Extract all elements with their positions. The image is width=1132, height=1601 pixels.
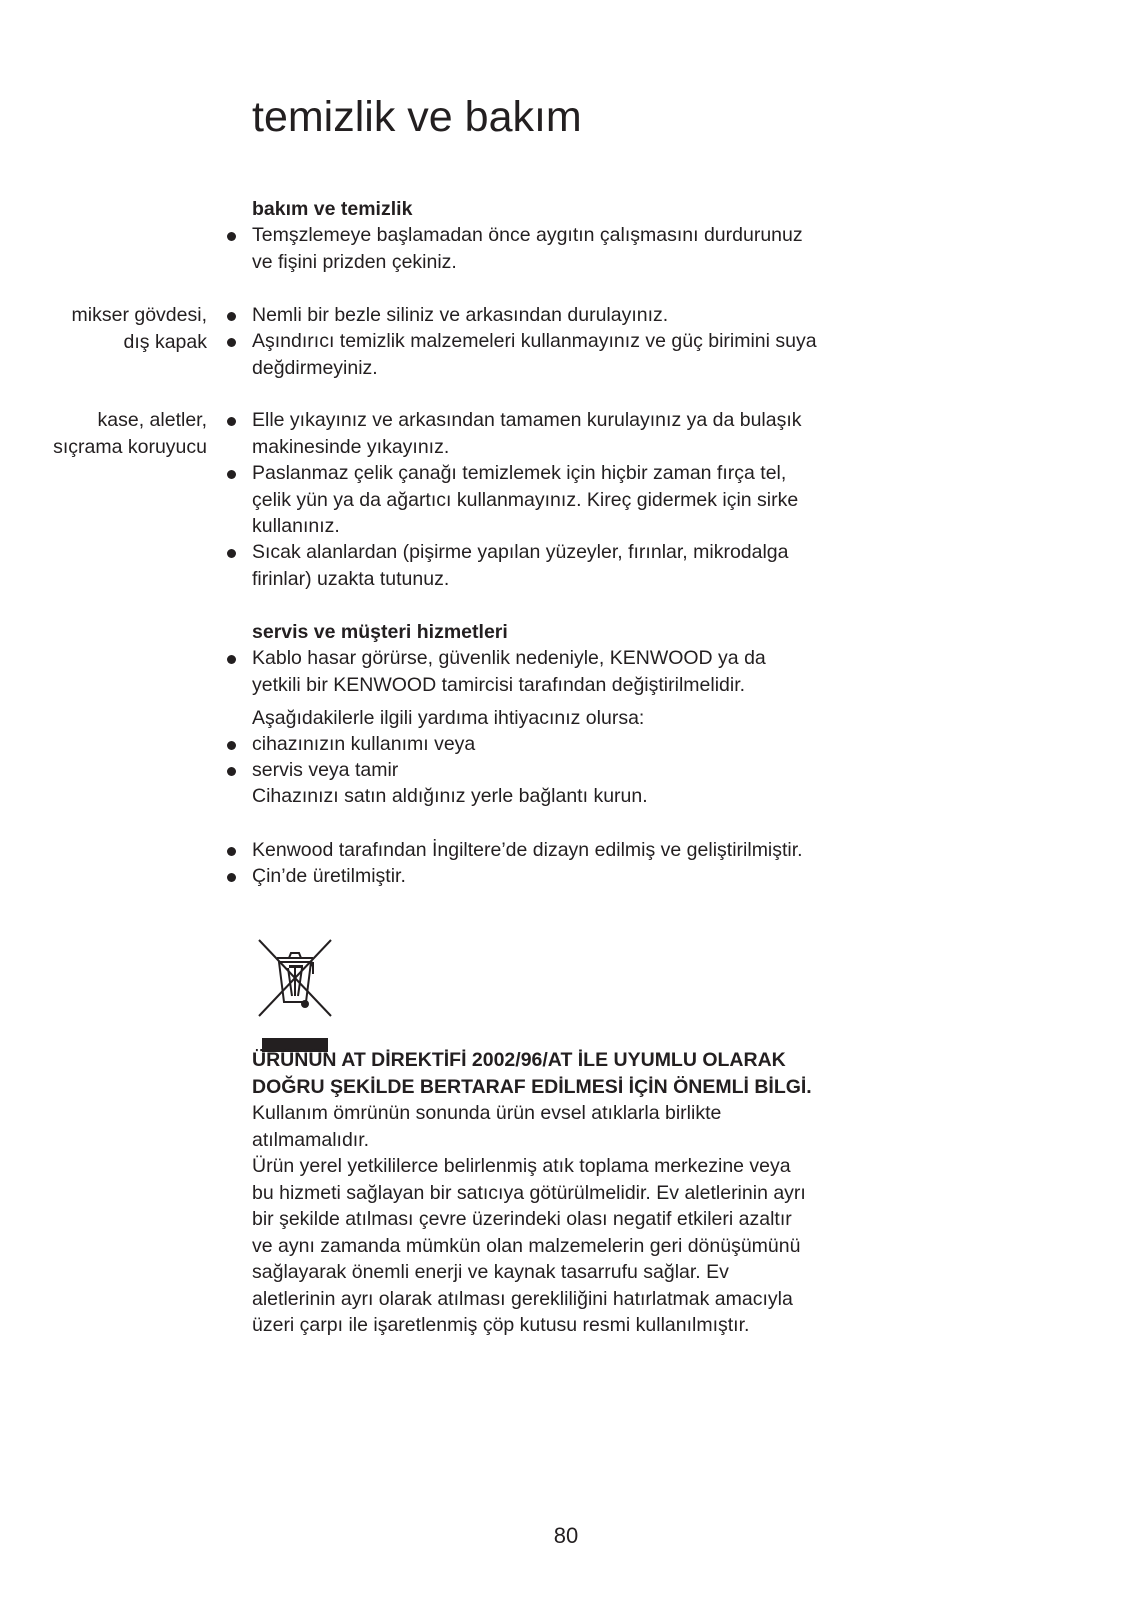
- list-item: Kablo hasar görürse, güvenlik nedeniyle, KENWOOD ya da yetkili bir KENWOOD tamircisi tarafından değiştirilmelidir.: [252, 645, 892, 698]
- contact-text: Cihazınızı satın aldığınız yerle bağlantı kurun.: [252, 785, 648, 807]
- bullet-icon: [227, 741, 236, 750]
- bullet-icon: [227, 767, 236, 776]
- bullet-icon: [227, 470, 236, 479]
- page-number: 80: [553, 1523, 579, 1548]
- bullet-icon: [227, 338, 236, 347]
- weee-paragraph: Kullanım ömrünün sonunda ürün evsel atıklarla birlikte atılmamalıdır.: [252, 1102, 722, 1151]
- list-item: Temşzlemeye başlamadan önce aygıtın çalışmasını durdurunuz ve fişini prizden çekiniz.: [252, 222, 892, 275]
- help-intro: Aşağıdakilerle ilgili yardıma ihtiyacınız olursa:: [252, 707, 645, 729]
- side-label-mixer-body: mikser gövdesi, dış kapak: [71, 304, 207, 353]
- bullet-icon: [227, 655, 236, 664]
- list-item: Kenwood tarafından İngiltere’de dizayn edilmiş ve geliştirilmiştir.: [252, 837, 892, 864]
- crossed-out-wheelie-bin-icon: [255, 938, 335, 1018]
- weee-heading: ÜRÜNÜN AT DİREKTİFİ 2002/96/AT İLE UYUMLU OLARAK DOĞRU ŞEKİLDE BERTARAF EDİLMESİ İÇİN ÖNEMLİ BİLGİ.: [252, 1049, 812, 1098]
- list-item: Sıcak alanlardan (pişirme yapılan yüzeyler, fırınlar, mikrodalga firinlar) uzakta tutunuz.: [252, 539, 892, 592]
- side-label-bowl-tools: kase, aletler, sıçrama koruyucu: [53, 409, 207, 458]
- bullet-icon: [227, 417, 236, 426]
- service-heading: servis ve müşteri hizmetleri: [252, 621, 508, 643]
- bullet-icon: [227, 847, 236, 856]
- list-item: servis veya tamir: [252, 757, 892, 784]
- list-item: cihazınızın kullanımı veya: [252, 731, 892, 758]
- bullet-icon: [227, 312, 236, 321]
- care-heading: bakım ve temizlik: [252, 198, 413, 220]
- bullet-icon: [227, 549, 236, 558]
- bullet-icon: [227, 873, 236, 882]
- list-item: Nemli bir bezle siliniz ve arkasından durulayınız.: [252, 302, 892, 329]
- bullet-icon: [227, 232, 236, 241]
- weee-paragraph: Ürün yerel yetkililerce belirlenmiş atık toplama merkezine veya bu hizmeti sağlayan bir satıcıya götürülmelidir. Ev aletlerinin ayrı bir şekilde atılması çevre üzerindeki olası negatif etkileri azaltır ve aynı zamanda mümkün olan malzemelerin geri dönüşümünü sağlayarak önemli enerji ve kaynak tasarrufu sağlar. Ev aletlerinin ayrı olarak atılması gerekliliğini hatırlatmak amacıyla üzeri çarpı ile işaretlenmiş çöp kutusu resmi kullanılmıştır.: [252, 1155, 806, 1336]
- page-title: temizlik ve bakım: [252, 93, 582, 141]
- list-item: Elle yıkayınız ve arkasından tamamen kurulayınız ya da bulaşık makinesinde yıkayınız.: [252, 407, 892, 460]
- list-item: Aşındırıcı temizlik malzemeleri kullanmayınız ve güç birimini suya değdirmeyiniz.: [252, 328, 892, 381]
- list-item: Çin’de üretilmiştir.: [252, 863, 892, 890]
- list-item: Paslanmaz çelik çanağı temizlemek için hiçbir zaman fırça tel, çelik yün ya da ağartıcı kullanmayınız. Kireç gidermek için sirke kullanınız.: [252, 460, 892, 540]
